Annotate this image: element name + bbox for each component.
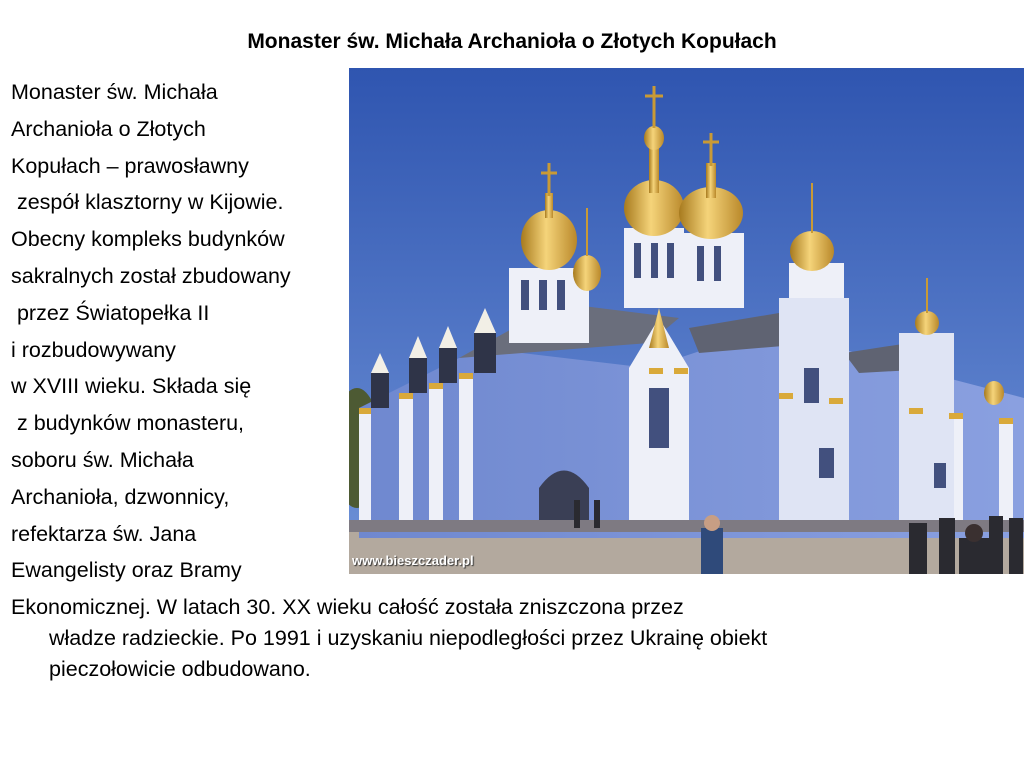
text-line: przez Światopełka II <box>11 300 210 325</box>
text-line: Ekonomicznej. W latach 30. XX wieku całość została zniszczona przez <box>11 595 684 619</box>
pilaster <box>429 383 443 528</box>
pilaster <box>999 418 1013 528</box>
text-line: Archanioła o Złotych <box>11 116 206 141</box>
text-line: sakralnych został zbudowany <box>11 263 291 288</box>
turret <box>474 333 496 373</box>
person <box>909 523 927 574</box>
text-line: Ewangelisty oraz Bramy <box>11 558 242 583</box>
text-line: zespół klasztorny w Kijowie. <box>11 190 284 215</box>
turret <box>439 348 457 383</box>
slide-title: Monaster św. Michała Archanioła o Złotych Kopułach <box>247 30 777 53</box>
text-line: i rozbudowywany <box>11 337 176 362</box>
text-line: Obecny kompleks budynków <box>11 227 285 252</box>
person <box>574 500 580 528</box>
pilaster <box>459 373 473 528</box>
text-line: władze radzieckie. Po 1991 i uzyskaniu niepodległości przez Ukrainę obiekt <box>49 626 768 650</box>
text-line: refektarza św. Jana <box>11 521 197 546</box>
person <box>989 516 1003 574</box>
text-line: pieczołowicie odbudowano. <box>49 657 311 681</box>
turret <box>371 373 389 408</box>
text-line: w XVIII wieku. Składa się <box>11 374 252 399</box>
person <box>959 538 989 574</box>
pilaster <box>399 393 413 528</box>
gateway-arch <box>539 471 589 529</box>
description-paragraph <box>11 592 1011 685</box>
gold-dome <box>521 210 577 270</box>
person <box>701 528 723 574</box>
person <box>939 518 955 574</box>
pilaster <box>359 408 371 528</box>
gold-dome <box>915 311 939 335</box>
text-line: z budynków monasteru, <box>11 411 245 436</box>
text-line: Kopułach – prawosławny <box>11 153 249 178</box>
description-column <box>11 74 351 589</box>
baroque-facade <box>779 298 849 528</box>
text-line: Monaster św. Michała <box>11 80 218 104</box>
person <box>1009 518 1023 574</box>
person <box>594 500 600 528</box>
text-line: Archanioła, dzwonnicy, <box>11 484 230 509</box>
text-line: soboru św. Michała <box>11 447 194 472</box>
photo-watermark: www.bieszczader.pl <box>352 553 474 568</box>
gold-dome <box>573 255 601 291</box>
gold-dome <box>790 231 834 271</box>
monastery-photo <box>349 68 1024 574</box>
gold-dome <box>984 381 1004 405</box>
turret <box>409 358 427 393</box>
baroque-facade <box>899 333 954 528</box>
